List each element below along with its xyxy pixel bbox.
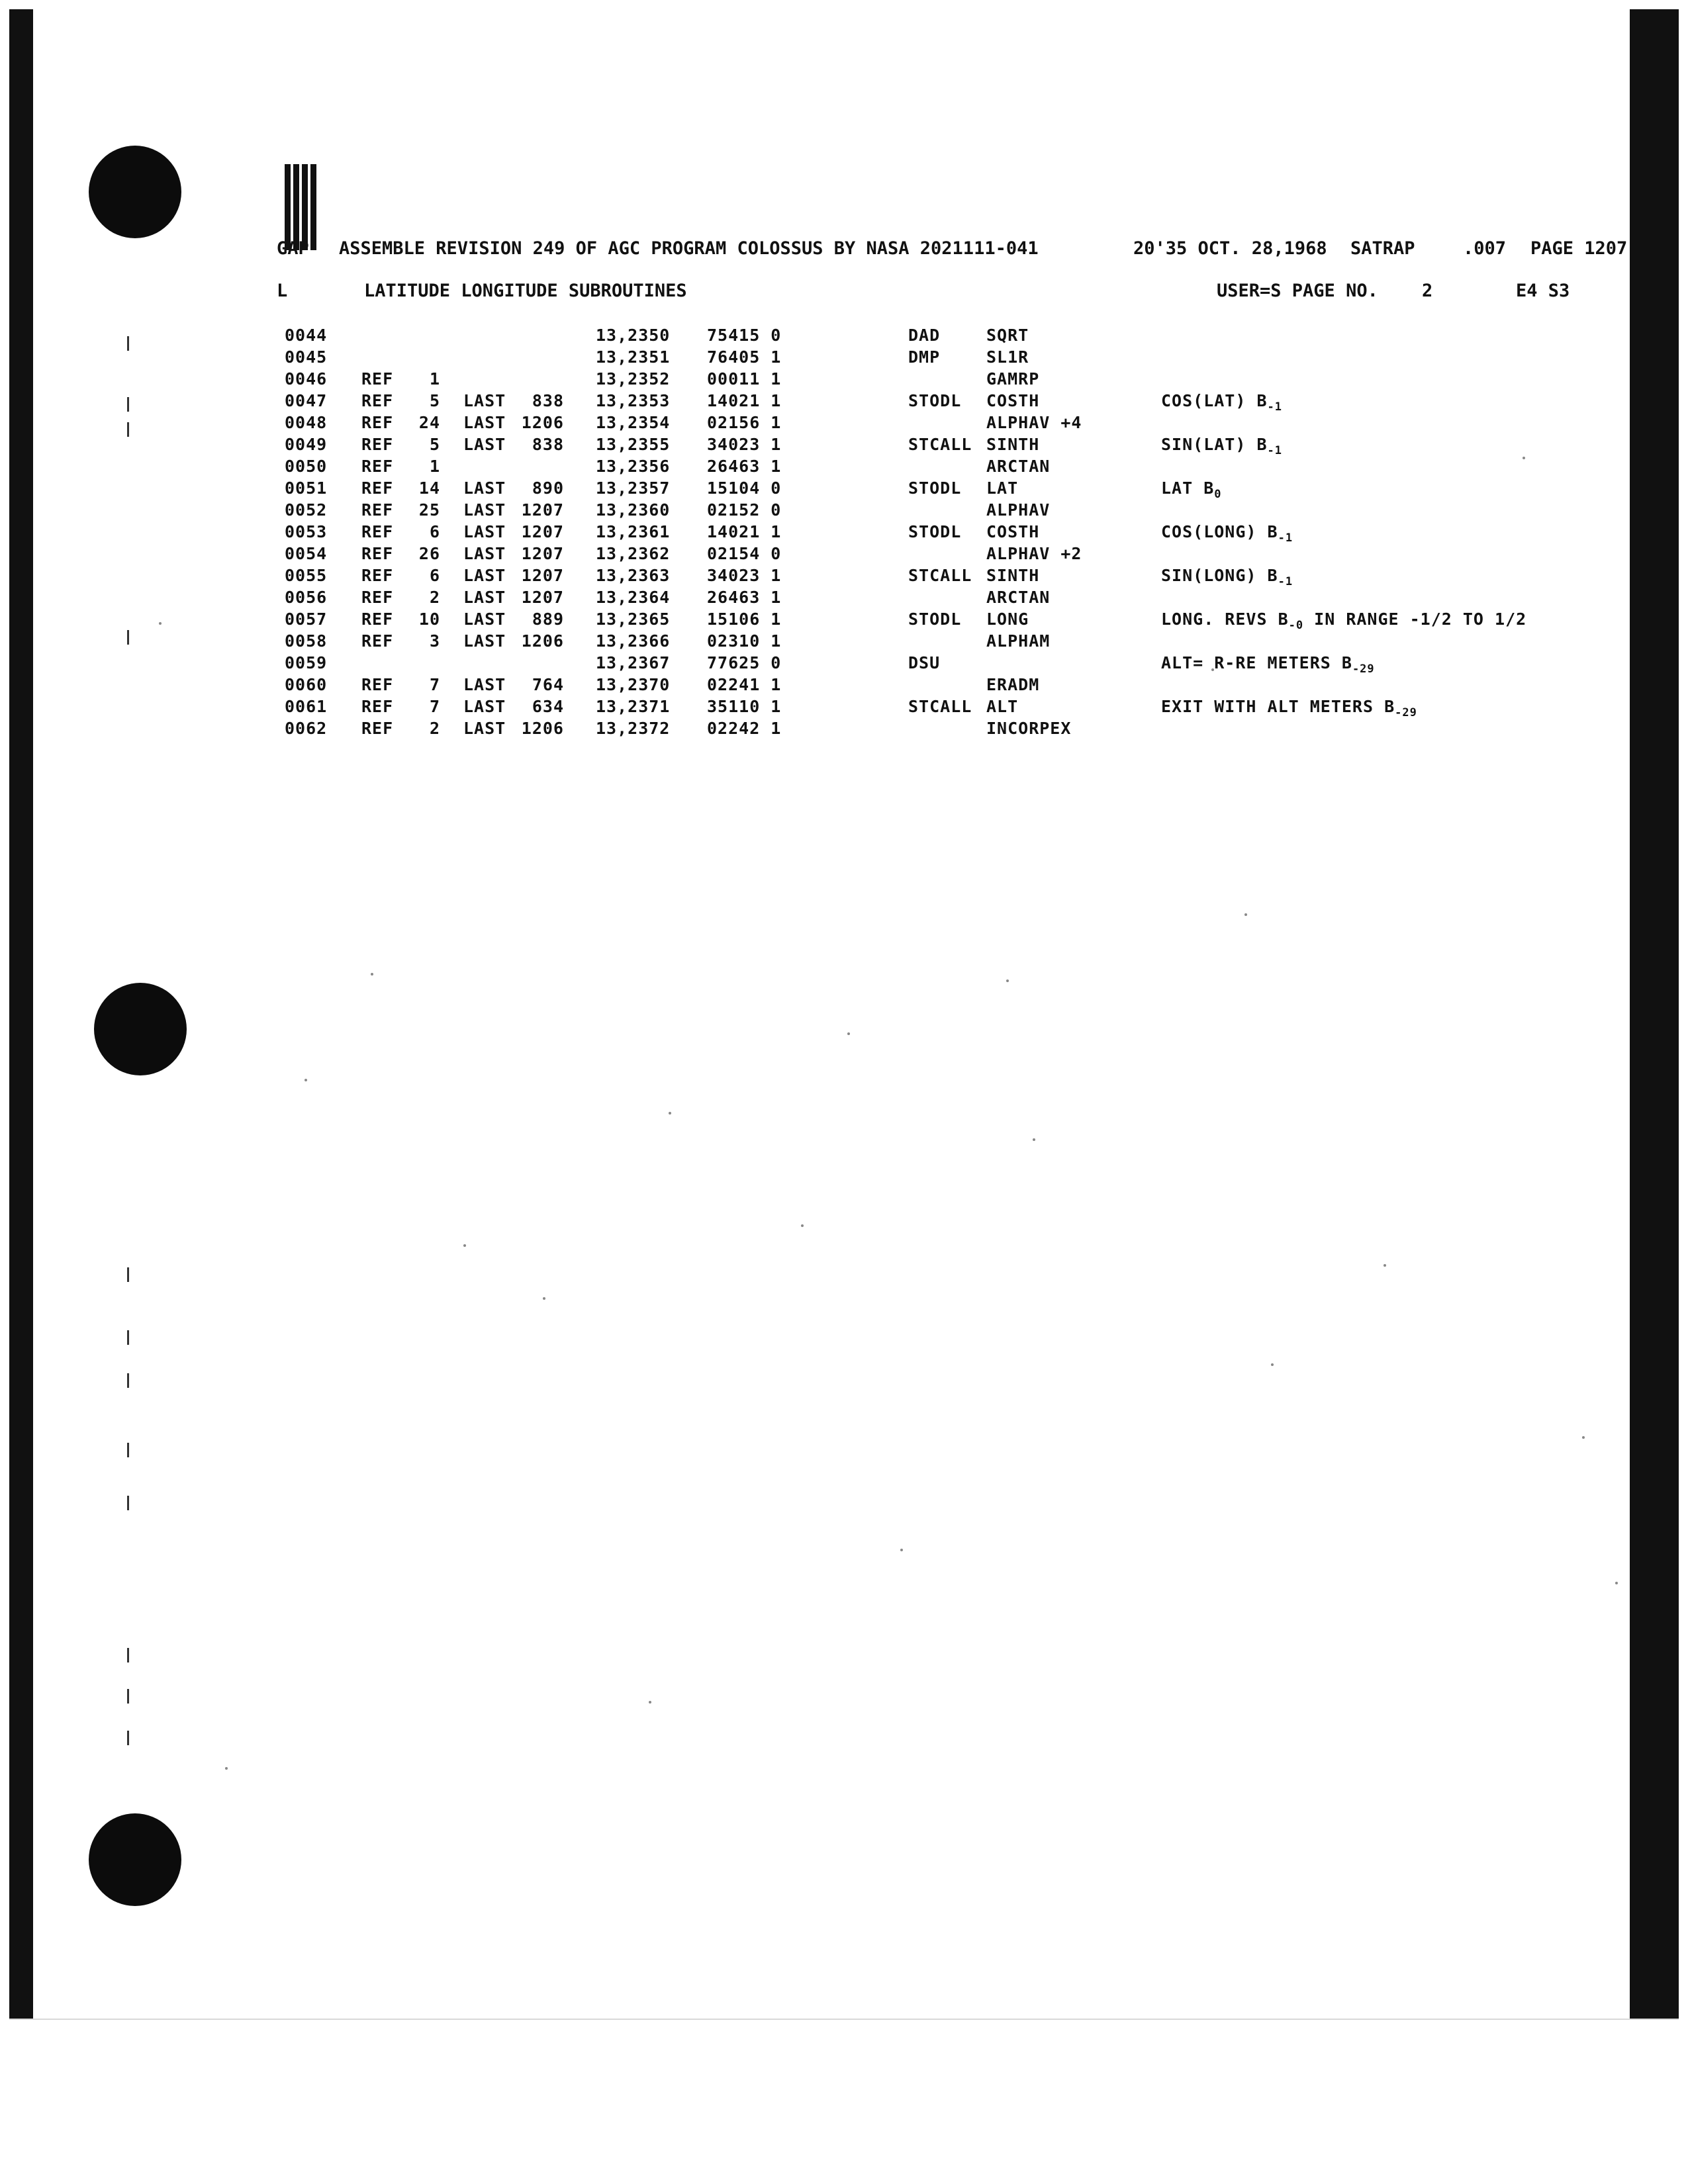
ref-count: 2 [429,719,440,738]
last-page: 838 [532,391,564,410]
scan-speck [371,973,373,976]
header-prefix: GAP [277,238,309,259]
comment: SIN(LONG) $B_{-1}$ [1161,566,1293,588]
last-label: LAST [463,566,506,585]
comment: SIN(LAT) $B_{-1}$ [1161,435,1282,457]
last-page: 1207 [521,522,564,541]
line-number: 0054 [285,544,328,563]
address: 13,2367 [596,653,671,672]
header-code: .007 [1463,238,1507,259]
ref-label: REF [361,435,394,454]
octal-word: 26463 1 [707,457,782,476]
last-label: LAST [463,697,506,716]
ref-count: 25 [418,500,440,520]
opcode: DMP [908,347,941,367]
line-number: 0055 [285,566,328,585]
ref-count: 10 [418,610,440,629]
scan-speck [159,622,162,625]
operand: ERADM [986,675,1040,694]
sheet-id: E4 S3 [1516,281,1570,301]
ref-count: 24 [418,413,440,432]
comment: ALT= R-RE METERS $B_{-29}$ [1161,653,1375,676]
octal-word: 77625 0 [707,653,782,672]
ref-count: 3 [429,631,440,651]
right-scan-edge [1630,9,1679,2019]
last-page: 634 [532,697,564,716]
line-number: 0062 [285,719,328,738]
last-page: 838 [532,435,564,454]
scan-speck [1033,1138,1035,1141]
last-label: LAST [463,719,506,738]
ref-label: REF [361,697,394,716]
operand: GAMRP [986,369,1040,388]
line-number: 0050 [285,457,328,476]
operand: INCORPEX [986,719,1072,738]
ref-label: REF [361,566,394,585]
user-page-label: USER=S PAGE NO. [1217,281,1378,301]
last-label: LAST [463,610,506,629]
line-number: 0056 [285,588,328,607]
scan-speck [1615,1582,1618,1584]
ref-count: 6 [429,522,440,541]
opcode: DSU [908,653,941,672]
margin-tick [127,1496,129,1510]
comment: LAT $B_0$ [1161,478,1222,501]
opcode: STCALL [908,566,972,585]
operand: COSTH [986,522,1040,541]
header-satrap: SATRAP [1350,238,1415,259]
ref-count: 2 [429,588,440,607]
last-label: LAST [463,588,506,607]
line-number: 0045 [285,347,328,367]
ref-count: 5 [429,435,440,454]
margin-tick [127,397,129,412]
address: 13,2350 [596,326,671,345]
line-number: 0048 [285,413,328,432]
address: 13,2354 [596,413,671,432]
ref-count: 1 [429,457,440,476]
octal-word: 15106 1 [707,610,782,629]
octal-word: 35110 1 [707,697,782,716]
operand: SINTH [986,566,1040,585]
last-label: LAST [463,478,506,498]
scan-speck [543,1297,545,1300]
operand: ALPHAV +2 [986,544,1082,563]
octal-word: 00011 1 [707,369,782,388]
line-number: 0044 [285,326,328,345]
operand: ALPHAV [986,500,1051,520]
last-page: 890 [532,478,564,498]
scan-speck [225,1767,228,1770]
octal-word: 15104 0 [707,478,782,498]
ref-label: REF [361,391,394,410]
address: 13,2363 [596,566,671,585]
opcode: STODL [908,391,962,410]
line-number: 0053 [285,522,328,541]
header-assemble: ASSEMBLE REVISION 249 OF AGC PROGRAM COLOSSUS BY NASA 2021111-041 [339,238,1039,259]
address: 13,2356 [596,457,671,476]
scan-speck [463,1244,466,1247]
ref-count: 1 [429,369,440,388]
last-page: 889 [532,610,564,629]
ref-label: REF [361,369,394,388]
subheader-title: LATITUDE LONGITUDE SUBROUTINES [364,281,687,301]
last-label: LAST [463,435,506,454]
scan-speck [900,1549,903,1551]
address: 13,2365 [596,610,671,629]
punch-hole-bottom [89,1813,181,1906]
scan-speck [649,1701,651,1704]
octal-word: 75415 0 [707,326,782,345]
last-label: LAST [463,631,506,651]
user-page-number: 2 [1422,281,1433,301]
octal-word: 26463 1 [707,588,782,607]
last-label: LAST [463,413,506,432]
scan-speck [847,1032,850,1035]
ref-label: REF [361,522,394,541]
margin-tick [127,1267,129,1282]
opcode: STODL [908,478,962,498]
octal-word: 02156 1 [707,413,782,432]
operand: ALPHAM [986,631,1051,651]
line-number: 0060 [285,675,328,694]
operand: ARCTAN [986,588,1051,607]
scan-speck [1244,913,1247,916]
ref-count: 6 [429,566,440,585]
margin-tick [127,630,129,645]
scan-speck [801,1224,804,1227]
line-number: 0057 [285,610,328,629]
address: 13,2372 [596,719,671,738]
ref-count: 7 [429,697,440,716]
scan-speck [1271,1363,1274,1366]
line-number: 0051 [285,478,328,498]
scan-speck [1523,457,1525,459]
address: 13,2362 [596,544,671,563]
line-number: 0052 [285,500,328,520]
operand: SL1R [986,347,1029,367]
octal-word: 34023 1 [707,435,782,454]
comment: LONG. REVS $B_{-0}$ IN RANGE -1/2 TO 1/2 [1161,610,1527,632]
address: 13,2360 [596,500,671,520]
last-page: 1207 [521,588,564,607]
last-label: LAST [463,544,506,563]
ref-label: REF [361,610,394,629]
address: 13,2366 [596,631,671,651]
last-label: LAST [463,675,506,694]
operand: LAT [986,478,1019,498]
line-number: 0046 [285,369,328,388]
header-page: PAGE 1207 [1530,238,1628,259]
last-label: LAST [463,500,506,520]
opcode: STODL [908,610,962,629]
scan-speck [669,1112,671,1115]
line-number: 0047 [285,391,328,410]
line-number: 0058 [285,631,328,651]
opcode: STODL [908,522,962,541]
scan-speck [1383,1264,1386,1267]
margin-tick [127,336,129,351]
left-scan-edge [9,9,33,2019]
margin-tick [127,1443,129,1457]
ref-count: 5 [429,391,440,410]
comment: COS(LONG) $B_{-1}$ [1161,522,1293,545]
operand: ALPHAV +4 [986,413,1082,432]
last-label: LAST [463,391,506,410]
bottom-scan-edge [9,2019,1679,2020]
margin-tick [127,1689,129,1704]
scan-speck [1006,979,1009,982]
octal-word: 02154 0 [707,544,782,563]
header-datetime: 20'35 OCT. 28,1968 [1133,238,1327,259]
margin-tick [127,1330,129,1345]
subheader-marker: L [277,281,288,301]
address: 13,2355 [596,435,671,454]
line-number: 0061 [285,697,328,716]
ref-count: 26 [418,544,440,563]
ref-label: REF [361,719,394,738]
line-number: 0059 [285,653,328,672]
ref-label: REF [361,631,394,651]
last-page: 1207 [521,500,564,520]
opcode: DAD [908,326,941,345]
octal-word: 02310 1 [707,631,782,651]
operand: COSTH [986,391,1040,410]
operand: ARCTAN [986,457,1051,476]
octal-word: 34023 1 [707,566,782,585]
octal-word: 02242 1 [707,719,782,738]
margin-tick [127,1731,129,1745]
margin-tick [127,422,129,437]
last-label: LAST [463,522,506,541]
address: 13,2352 [596,369,671,388]
octal-word: 02152 0 [707,500,782,520]
octal-word: 14021 1 [707,391,782,410]
address: 13,2361 [596,522,671,541]
punch-hole-top [89,146,181,238]
last-page: 1207 [521,544,564,563]
comment: COS(LAT) $B_{-1}$ [1161,391,1282,414]
binding-marks [285,164,316,250]
ref-count: 14 [418,478,440,498]
margin-tick [127,1373,129,1388]
scan-speck [305,1079,307,1081]
operand: SINTH [986,435,1040,454]
opcode: STCALL [908,435,972,454]
ref-label: REF [361,544,394,563]
address: 13,2370 [596,675,671,694]
ref-count: 7 [429,675,440,694]
ref-label: REF [361,457,394,476]
address: 13,2353 [596,391,671,410]
opcode: STCALL [908,697,972,716]
operand: SQRT [986,326,1029,345]
ref-label: REF [361,500,394,520]
octal-word: 76405 1 [707,347,782,367]
operand: ALT [986,697,1019,716]
address: 13,2371 [596,697,671,716]
address: 13,2364 [596,588,671,607]
last-page: 1207 [521,566,564,585]
punch-hole-middle [94,983,187,1075]
ref-label: REF [361,675,394,694]
line-number: 0049 [285,435,328,454]
last-page: 764 [532,675,564,694]
last-page: 1206 [521,719,564,738]
octal-word: 14021 1 [707,522,782,541]
last-page: 1206 [521,413,564,432]
operand: LONG [986,610,1029,629]
margin-tick [127,1648,129,1662]
address: 13,2357 [596,478,671,498]
octal-word: 02241 1 [707,675,782,694]
ref-label: REF [361,413,394,432]
scan-speck [1582,1436,1585,1439]
address: 13,2351 [596,347,671,367]
ref-label: REF [361,588,394,607]
ref-label: REF [361,478,394,498]
last-page: 1206 [521,631,564,651]
comment: EXIT WITH ALT METERS $B_{-29}$ [1161,697,1417,719]
